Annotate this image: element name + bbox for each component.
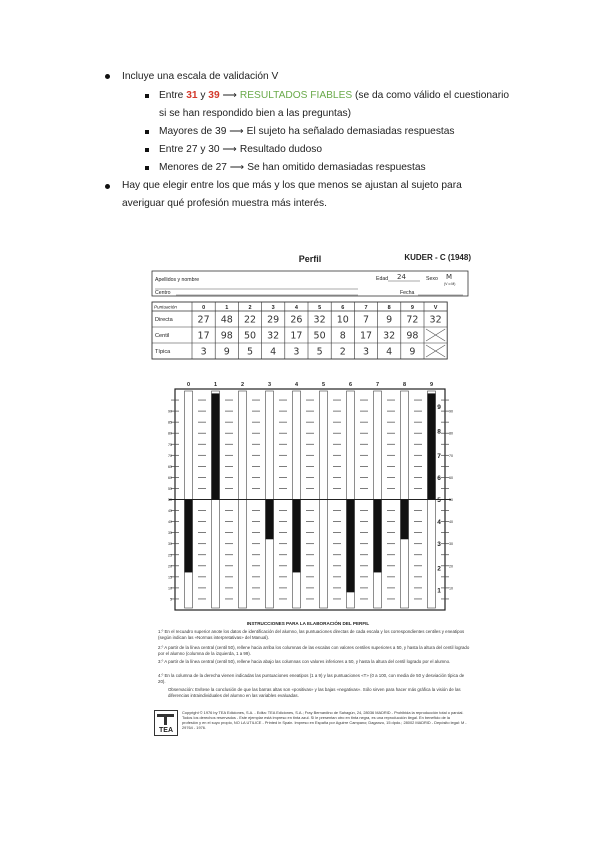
sub-bullet-omitted: Menores de 27 ⟶ Se han omitido demasiadas respuestas (159, 162, 426, 173)
right-scale-label: 40 (449, 520, 453, 525)
table-col-header: 7 (364, 304, 368, 311)
table-cell-value: 17 (359, 330, 373, 342)
left-scale-label: 65 (168, 464, 172, 469)
left-scale-label: 75 (168, 442, 172, 447)
left-scale-label: 60 (168, 475, 172, 480)
left-scale-label: 35 (168, 531, 172, 536)
column-label: 8 (402, 382, 407, 388)
table-col-header: 1 (225, 304, 229, 311)
score-header-label: Puntuación (154, 304, 177, 310)
stanine-label: 9 (437, 404, 441, 412)
instruction-3: 3.º A partir de la línea central (centil 50), rellene hacia abajo las columnas con valores inferiores a 50, y hasta la altura del centil logrado por el alumno. (158, 659, 451, 664)
text: y (197, 90, 209, 101)
age-value: 24 (397, 273, 406, 281)
stanine-label: 4 (437, 519, 441, 527)
table-cell-value: 17 (290, 330, 303, 342)
right-scale-label: 60 (449, 475, 453, 480)
sheet-title: Perfil (298, 254, 322, 264)
age-label: Edad (376, 276, 389, 282)
table-cell-value: 32 (267, 330, 280, 342)
instruction-2: 2.º A partir de la línea central (centil 50), rellene hacia arriba los columnas de las escalas con valores centiles superiores a 50, y hasta la altura del centil logrado por el alumno (columna de la izquierda, 1 a 99). (158, 645, 470, 656)
left-scale-label: 25 (168, 553, 172, 558)
left-scale-label: 40 (168, 520, 172, 525)
center-label: Centro (155, 290, 171, 296)
copyright-text: Copyright © 1976 by TEA Ediciones, S.A. - Edita: TEA Ediciones, S.A.; Fray Bernardino de Sahagún, 24, 28036 MADRID - Prohibida la reproducción total o parcial. Todos los derechos reservados - Este ejemplar está impreso en tinta azul. Si le presentan otro en tinta negra, es una reproducción ilegal. En beneficio de la profesión y en el suyo propio, NO LA UTILICE - Printed in Spain. Impreso en España por Aguirre Campano; Daganzo, 15 dpdo.; 28002 MADRID - Depósito legal: M - 29764 - 1976. (182, 710, 467, 730)
right-scale-label: 50 (449, 498, 453, 502)
table-col-header: 5 (318, 304, 322, 311)
table-cell-value: 8 (339, 330, 346, 342)
profile-bar-9 (428, 393, 436, 499)
bullet-dot (105, 184, 110, 189)
copyright-footer (152, 708, 472, 738)
table-col-header: V (433, 304, 438, 311)
table-col-header: 4 (294, 304, 298, 311)
table-cell-value: 9 (223, 346, 230, 358)
stanine-label: 8 (437, 428, 441, 436)
sub-bullet-square (145, 130, 149, 134)
stanine-label: 2 (437, 565, 441, 573)
sub-bullet-reliable-line2: si se han respondido bien a las preguntas) (159, 108, 351, 119)
table-cell-value: 17 (197, 330, 210, 342)
table-cell-value: 98 (406, 330, 419, 342)
table-cell-value: 48 (220, 314, 233, 326)
right-scale-label: 80 (449, 431, 453, 436)
tea-logo-mark (155, 712, 176, 726)
profile-bar-1 (212, 393, 220, 499)
bullet-choose-line2: averiguar qué profesión muestra más interés. (122, 198, 327, 209)
table-cell-value: 98 (220, 330, 233, 342)
sub-bullet-square (145, 94, 149, 98)
sub-bullet-reliable (159, 87, 509, 105)
left-scale-label: 45 (168, 509, 172, 514)
table-cell-value: 32 (383, 330, 396, 342)
table-cell-value: 9 (386, 314, 393, 326)
column-label: 3 (267, 382, 272, 388)
column-label: 4 (294, 382, 299, 388)
table-cell-value: 3 (362, 346, 370, 358)
table-col-header: 2 (248, 304, 252, 311)
table-col-header: 3 (271, 304, 275, 311)
stanine-label: 1 (437, 587, 441, 595)
profile-bar-6 (347, 500, 355, 593)
column-label: 1 (213, 382, 218, 388)
stanine-label: 6 (437, 474, 441, 482)
left-scale-label: 80 (168, 431, 172, 436)
right-scale-label: 90 (449, 409, 453, 414)
sub-bullet-too-many: Mayores de 39 ⟶ El sujeto ha señalado demasiadas respuestas (159, 126, 455, 137)
text: (se da como válido el cuestionario (352, 90, 510, 101)
bullet-dot (105, 74, 110, 79)
bullet-validation-scale: Incluye una escala de validación V (122, 71, 279, 82)
table-row-label: Centil (155, 333, 170, 339)
kuder-profile-sheet (148, 248, 473, 628)
table-cell-value: 4 (270, 346, 277, 358)
table-cell-value: 5 (246, 346, 254, 358)
table-cell-value: 32 (313, 314, 326, 326)
left-scale-label: 70 (168, 453, 172, 458)
column-label: 2 (240, 382, 245, 388)
table-cell-value: 72 (406, 314, 419, 326)
sub-bullet-square (145, 166, 149, 170)
profile-bar-4 (293, 500, 301, 573)
table-col-header: 9 (410, 304, 414, 311)
sub-bullet-doubtful: Entre 27 y 30 ⟶ Resultado dudoso (159, 144, 322, 155)
bullet-choose: Hay que elegir entre los que más y los que menos se ajustan al sujeto para (122, 180, 462, 191)
profile-bar-7 (374, 500, 382, 573)
left-scale-label: 90 (168, 409, 172, 414)
profile-grid (168, 382, 453, 610)
right-scale-label: 10 (449, 586, 453, 591)
table-row-label: Directa (155, 317, 173, 323)
left-scale-label: 30 (168, 542, 172, 547)
sex-value: M (446, 273, 453, 281)
stanine-label: 3 (437, 541, 441, 549)
instruction-4: 4.º En la columna de la derecha vienen indicadas las puntuaciones eneatipos (1 a 9) y las puntuaciones «T» (0 a 100, con media de 50 y desviación típica de 20). (158, 673, 465, 684)
instruction-1: 1.º En el recuadro superior anote los datos de identificación del alumno, las puntuaciones directas de cada escala y los correspondientes centiles y eneatipos (según indican las «Normas interpretativas» del Manual). (158, 629, 465, 640)
column-label: 9 (429, 382, 434, 388)
arrow: ⟶ (219, 90, 240, 101)
left-scale-label: 85 (168, 420, 172, 425)
tea-logo-text: TEA (159, 727, 173, 734)
reliable-results-label: RESULTADOS FIABLES (239, 90, 353, 101)
table-row-label: Típica (155, 349, 171, 355)
table-cell-value: 50 (313, 330, 326, 342)
text: Entre (159, 90, 187, 101)
right-scale-label: 20 (449, 564, 453, 569)
column-label: 5 (321, 382, 326, 388)
number-31: 31 (186, 90, 198, 101)
table-cell-value: 3 (200, 346, 207, 358)
name-label: Apellidos y nombre (155, 277, 200, 283)
right-scale-label: 30 (449, 542, 453, 547)
table-cell-value: 22 (243, 314, 257, 326)
table-cell-value: 50 (243, 330, 257, 342)
table-col-header: 8 (387, 304, 391, 311)
table-col-header: 0 (202, 304, 206, 311)
stanine-label: 7 (437, 452, 441, 460)
column-label: 7 (375, 382, 380, 388)
profile-bar-8 (401, 500, 409, 540)
table-cell-value: 3 (293, 346, 300, 358)
stanine-label: 5 (437, 497, 441, 504)
table-cell-value: 7 (362, 314, 370, 326)
table-cell-value: 4 (386, 346, 393, 358)
table-col-header: 6 (341, 304, 345, 311)
table-cell-value: 26 (290, 314, 303, 326)
left-scale-label: 50 (168, 498, 172, 502)
right-scale-label: 70 (449, 453, 453, 458)
score-table (152, 302, 447, 359)
instruction-note: Observación: Evítese la conclusión de que las barras altas son «positivas» y las bajas «negativas». Sólo sirven para hacer más gráfica la visión de las diferencias intraindividuales del alumno en las variables evaluadas. (168, 687, 461, 698)
profile-bar-3 (266, 500, 274, 540)
sex-hint: (V o M) (444, 282, 456, 286)
test-name: KUDER - C (1948) (404, 253, 471, 262)
sub-bullet-square (145, 148, 149, 152)
left-scale-label: 20 (168, 564, 172, 569)
table-cell-value: 32 (429, 314, 442, 326)
left-scale-label: 55 (168, 486, 172, 491)
left-scale-label: 15 (168, 575, 172, 580)
table-cell-value: 10 (336, 314, 349, 326)
number-39: 39 (208, 90, 220, 101)
date-label: Fecha (400, 290, 415, 296)
profile-bar-0 (185, 500, 193, 573)
table-cell-value: 9 (409, 346, 416, 358)
instructions-title: INSTRUCCIONES PARA LA ELABORACIÓN DEL PERFIL (246, 621, 370, 626)
column-label: 0 (186, 382, 191, 388)
tea-logo (154, 710, 178, 736)
table-cell-value: 29 (267, 314, 280, 326)
table-cell-value: 27 (197, 314, 210, 326)
table-cell-value: 2 (339, 346, 346, 358)
left-scale-label: 5 (170, 597, 172, 602)
column-label: 6 (348, 382, 353, 388)
table-cell-value: 5 (316, 346, 323, 358)
sex-label: Sexo (426, 276, 438, 282)
left-scale-label: 10 (168, 586, 172, 591)
